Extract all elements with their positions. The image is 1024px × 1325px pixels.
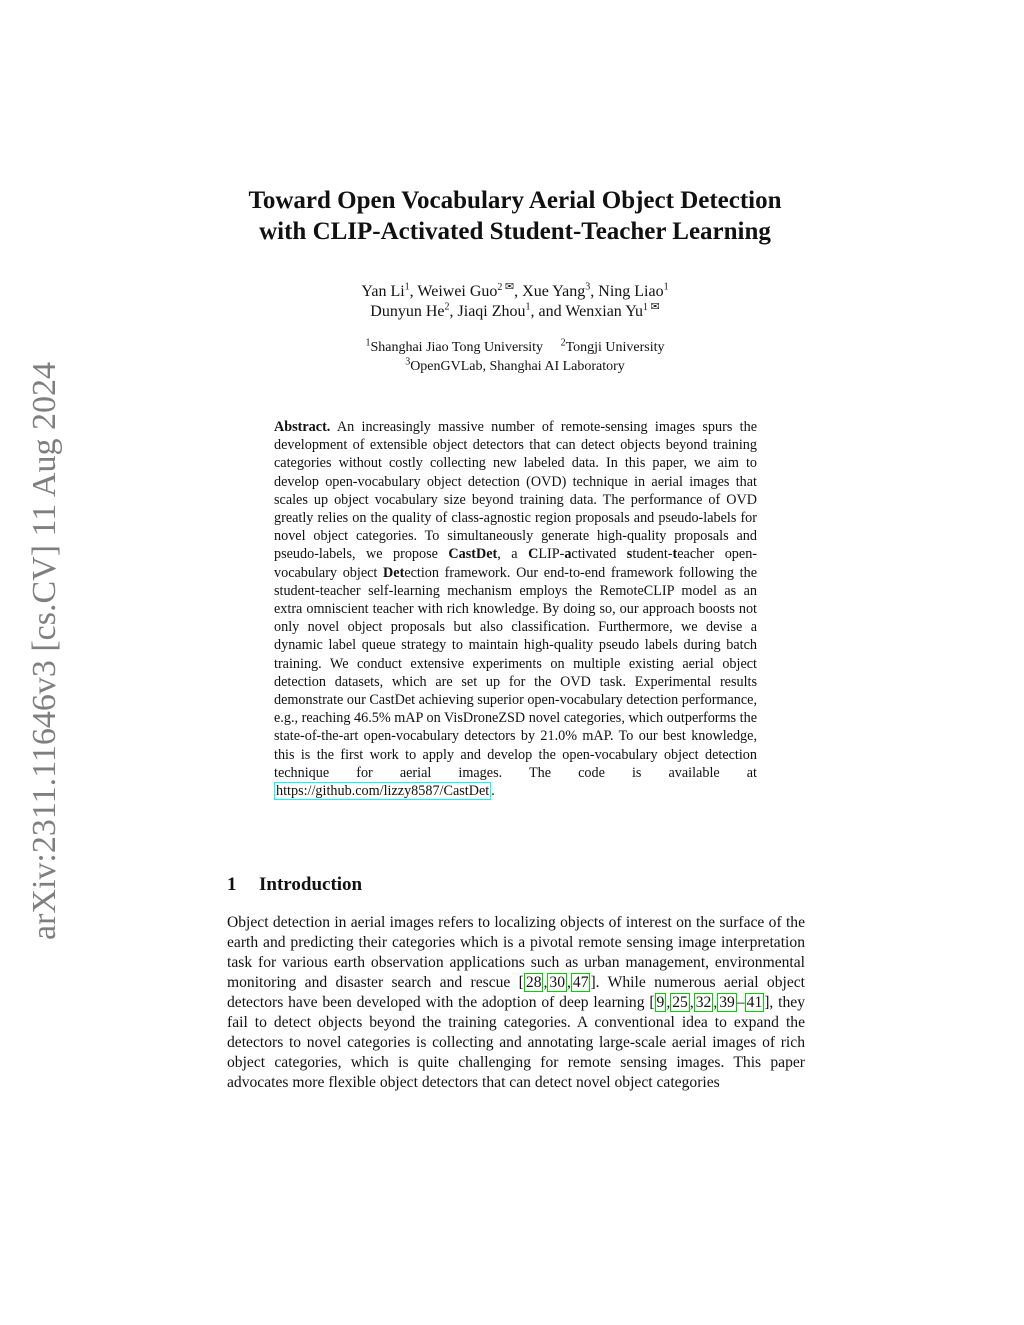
author-line-2: Dunyun He$^2$, Jiaqi Zhou$^1$, and Wenxian $Yu^{1 ✉}$ — [370, 300, 660, 320]
author-name: Yan Li — [361, 283, 405, 300]
author-line-1: Yan Li$^1$, Weiwei Guo$^{2 ✉}$, Xue Yang$^3$, Ning Liao$^1$ — [361, 280, 669, 300]
abstract-label: Abstract. — [274, 419, 331, 435]
author-affil-sup: 2 — [444, 301, 450, 313]
citation-link[interactable]: 32 — [695, 994, 712, 1011]
author-list — [150, 282, 880, 322]
affiliation-sup: 3 — [405, 356, 411, 368]
affiliation-line-1 — [150, 338, 880, 357]
acronym-letter: t — [672, 546, 678, 563]
author-affil-sup: 3 — [585, 281, 591, 293]
citation-link[interactable]: 41 — [746, 994, 763, 1011]
section-number: 1 — [227, 874, 237, 895]
affiliation-name: Shanghai Jiao Tong University — [370, 340, 544, 355]
author-affil-sup: 1 ✉ — [642, 300, 660, 313]
arxiv-identifier: arXiv:2311.11646v3 [cs.CV] 11 Aug 2024 — [26, 362, 63, 940]
introduction-paragraph: Object detection in aerial images refers to localizing objects of interest on the surface of the earth and predicting their categories which is a pivotal remote sensing image interpretation task for various earth observation applications such as urban management, environmental monitoring and disaster search and rescue [ 28 , 30 , 47 ]. While numerous aerial object detectors have been developed with the adoption of deep learning [ 9 , 25 , 32 , 39 – 41 ], they fail to detect objects beyond the training categories. A conventional idea to expand the detectors to novel categories is collecting and annotating large-scale aerial images of rich object categories, which is quite challenging for remote sensing images. This paper advocates more flexible object detectors that can detect novel object categories — [227, 914, 805, 1091]
envelope-icon: ✉ — [650, 300, 660, 313]
section-title: Introduction — [259, 874, 363, 895]
acronym-letter: Det — [383, 564, 405, 581]
affiliation-name: Tongji University — [565, 340, 665, 355]
affiliation-sup: 2 — [560, 337, 566, 349]
citation-link[interactable]: 28 — [525, 974, 542, 991]
abstract-text: eacher open-vocabulary object — [274, 546, 758, 581]
abstract-text: tudent- — [632, 546, 673, 563]
acronym-letter: C — [528, 546, 539, 563]
intro-text: ]. While numerous aerial object detectors have been developed with the adoption of deep learning [ — [227, 974, 805, 1011]
author-name: Dunyun He — [370, 303, 445, 320]
author-affil-sup: 1 — [663, 281, 669, 293]
citation-link[interactable]: 30 — [549, 974, 565, 991]
author-name: Ning Liao — [598, 283, 664, 300]
affiliation-name: OpenGVLab, Shanghai AI Laboratory — [410, 359, 625, 374]
paper-title — [150, 185, 880, 247]
envelope-icon: ✉ — [504, 280, 515, 293]
affiliation-sup: 1 — [365, 337, 371, 349]
author-name: Xue Yang — [522, 283, 586, 300]
abstract-text: LIP- — [538, 546, 565, 563]
acronym-letter: s — [626, 546, 633, 563]
title-line-1: Toward Open Vocabulary Aerial Object Detection — [248, 187, 782, 214]
method-name: CastDet — [448, 546, 498, 563]
author-affil-sup: 1 — [525, 301, 531, 313]
abstract-text: An increasingly massive number of remote-sensing images spurs the development of extensible object detectors that can detect objects beyond training categories without costly collecting new labeled data. In this paper, we aim to develop open-vocabulary object detection (OVD) technique in aerial images that scales up object vocabulary size beyond training data. The performance of OVD greatly relies on the quality of class-agnostic region proposals and pseudo-labels for novel object categories. To simultaneously generate high-quality proposals and pseudo-labels, we propose — [274, 419, 757, 563]
author-affil-sup: 1 — [404, 281, 410, 293]
abstract-text: . — [491, 783, 495, 800]
citation-link[interactable]: 25 — [672, 994, 688, 1011]
affiliation-line-2 — [150, 357, 880, 376]
code-url-link[interactable]: https://github.com/lizzy8587/CastDet — [276, 783, 490, 800]
title-line-2: with CLIP-Activated Student-Teacher Learning — [259, 218, 771, 245]
abstract-text: ection framework. Our end-to-end framework following the student-teacher self-learning mechanism employs the RemoteCLIP model as an extra omniscient teacher with rich knowledge. By doing so, our approach boosts not only novel object proposals but also classification. Furthermore, we devise a dynamic label queue strategy to maintain high-quality pseudo labels during batch training. We conduct extensive experiments on multiple existing aerial object detection datasets, which are set up for the OVD task. Experimental results demonstrate our CastDet achieving superior open-vocabulary detection performance, e.g., reaching 46.5% mAP on VisDroneZSD novel categories, which outperforms the state-of-the-art open-vocabulary detectors by 21.0% mAP. To our best knowledge, this is the first work to apply and develop the open-vocabulary object detection technique for aerial images. The code is available at — [274, 564, 757, 781]
citation-range-dash: – — [736, 994, 745, 1011]
affiliations — [150, 338, 880, 376]
author-name: Weiwei Guo — [417, 283, 498, 300]
acronym-letter: a — [564, 546, 572, 563]
intro-text: Object detection in aerial images refers to localizing objects of interest on the surface of the earth and predicting their categories which is a pivotal remote sensing image interpretation task for various earth observation applications such as urban management, environmental monitoring and disaster search and rescue [ — [227, 914, 805, 991]
author-name: Wenxian Yu — [565, 303, 643, 320]
abstract-text: , a — [497, 546, 518, 563]
author-name: Jiaqi Zhou — [457, 303, 526, 320]
section-heading-introduction — [227, 873, 362, 897]
citation-link[interactable]: 47 — [572, 974, 589, 991]
intro-text: ], they fail to detect objects beyond the training categories. A conventional idea to expand the detectors to novel categories is collecting and annotating large-scale aerial images of rich object categories, which is quite challenging for remote sensing images. This paper advocates more flexible object detectors that can detect novel object categories — [227, 994, 805, 1091]
citation-link[interactable]: 9 — [656, 994, 665, 1011]
citation-link[interactable]: 39 — [719, 994, 735, 1011]
abstract-text: ctivated — [571, 546, 617, 563]
abstract — [274, 418, 757, 800]
author-affil-sup: 2 ✉ — [497, 280, 515, 293]
